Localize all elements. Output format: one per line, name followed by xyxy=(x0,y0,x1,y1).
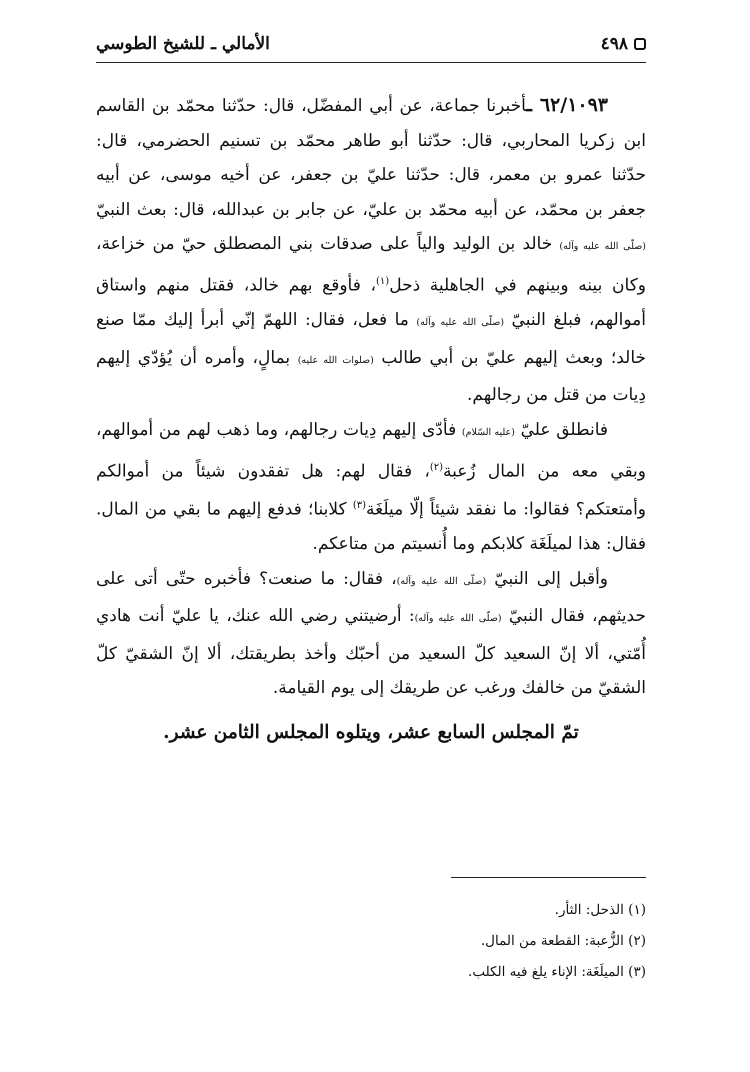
footnote-ref-2[interactable]: (٢) xyxy=(429,461,443,473)
footnote-ref-1[interactable]: (١) xyxy=(376,275,390,287)
text-segment: بمالٍ، وأمره أن يُؤدّي إليهم دِيات من قتل من رجالهم. xyxy=(96,347,646,406)
honorific: (صلّى الله عليه وآله) xyxy=(414,613,502,625)
footnote-divider xyxy=(451,877,646,878)
text-segment: خالد بن الوليد والياً على صدقات بني المصطلق حيّ من خزاعة، وكان بينه وبينهم في الجاهلية ذحل xyxy=(96,234,646,296)
text-segment: وأقبل إلى النبيّ xyxy=(486,568,609,589)
text-segment: كلابنا؛ فدفع إليهم ما بقي من المال. فقال: هذا لميلَغَة كلابكم وما أُنسيتم من متاعكم. xyxy=(96,499,646,555)
text-segment: ، فقال: ما صنعت؟ فأخبره حتّى أتى على حديثهم، فقال النبيّ xyxy=(96,568,646,627)
footnote-2: (٢) الزُّعبة: القطعة من المال. xyxy=(480,933,646,949)
page-number-group xyxy=(601,34,646,54)
page-number: ٤٩٨ xyxy=(600,34,628,54)
footnote-ref-3[interactable]: (٣) xyxy=(352,499,366,511)
square-ornament-icon xyxy=(634,38,646,50)
paragraph-1 xyxy=(96,88,646,413)
text-segment: ما فعل، فقال: اللهمّ إنّي أبرأ إليك ممّا صنع خالد؛ وبعث إليهم عليّ بن أبي طالب xyxy=(96,310,647,368)
text-segment: : أرضيتني رضي الله عنك، يا عليّ أنت هادي أُمّتي، ألا إنّ السعيد كلّ السعيد من أحبّك وأخذ بطريقتك، ألا إنّ الشقيّ كلّ الشقيّ من خالفك ورغب عن طريقك إلى يوم القيامة. xyxy=(96,606,646,699)
footnote-3: (٣) الميلَغَة: الإناء يلغ فيه الكلب. xyxy=(468,964,646,980)
honorific: (صلوات الله عليه) xyxy=(297,354,374,366)
running-header xyxy=(96,26,646,63)
text-segment: ، فأوقع بهم خالد، فقتل منهم واستاق أموالهم، فبلغ النبيّ xyxy=(96,275,646,331)
text-segment: ، فقال لهم: هل تفقدون شيئاً من أموالكم وأمتعتكم؟ فقالوا: ما نفقد شيئاً إلّا ميلَغَة xyxy=(96,461,647,520)
honorific: (صلّى الله عليه وآله) xyxy=(416,317,505,329)
text-segment: فانطلق عليّ xyxy=(514,420,609,440)
hadith-number: ٦٢/١٠٩٣ ـ xyxy=(526,94,609,116)
book-title: الأمالي ـ للشيخ الطوسي xyxy=(96,34,270,54)
honorific: (عليه السّلام) xyxy=(461,427,515,438)
main-text xyxy=(96,88,646,706)
honorific: (صلّى الله عليه وآله) xyxy=(396,575,487,587)
text-segment: فأدّى إليهم دِيات رجالهم، وما ذهب لهم من أموالهم، وبقي معه من المال زُعبة xyxy=(96,420,646,482)
text-segment: أخبرنا جماعة، عن أبي المفضّل، قال: حدّثنا محمّد بن القاسم ابن زكريا المحاربي، قال: حدّثنا أبو طاهر محمّد بن تسنيم الحضرمي، قال: حدّثنا عمرو بن معمر، قال: حدّثنا عليّ بن جعفر، عن أخيه موسى، عن أبيه جعفر بن محمّد، عن أبيه محمّد بن عليّ، عن جابر بن عبدالله، قال: بعث النبيّ xyxy=(96,96,646,220)
footnotes xyxy=(96,895,646,988)
footnote-1: (١) الذحل: الثأر. xyxy=(554,902,646,918)
paragraph-2 xyxy=(96,413,646,562)
paragraph-3 xyxy=(96,562,646,706)
closing-line: تمّ المجلس السابع عشر، ويتلوه المجلس الثامن عشر. xyxy=(163,722,579,743)
honorific: (صلّى الله عليه وآله) xyxy=(559,241,646,253)
